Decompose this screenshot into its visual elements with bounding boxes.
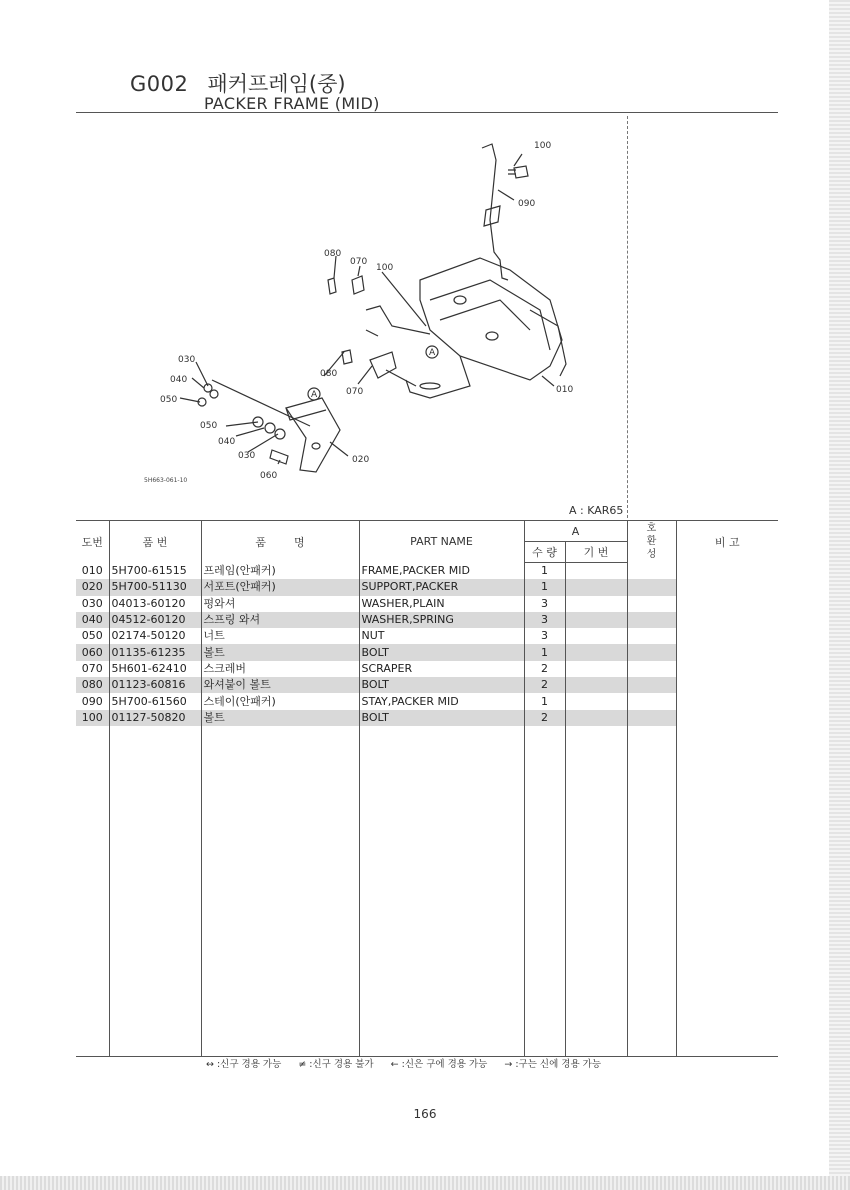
- serial-cell: [565, 579, 627, 595]
- part-name-en-cell: SCRAPER: [359, 661, 524, 677]
- header-remarks: 비 고: [676, 521, 778, 563]
- callout-080-lower: 080: [320, 369, 338, 379]
- callout-030-lower: 030: [238, 451, 256, 461]
- part-name-en-cell: STAY,PACKER MID: [359, 693, 524, 709]
- serial-cell: [565, 612, 627, 628]
- remarks-cell: [676, 596, 778, 612]
- compat-cell: [627, 596, 676, 612]
- part-name-en-cell: WASHER,PLAIN: [359, 596, 524, 612]
- part-name-ko-cell: 볼트: [201, 644, 359, 660]
- ref-no-cell: 050: [81, 629, 103, 643]
- table-row: [76, 628, 778, 644]
- part-no-cell: 04013-60120: [109, 596, 201, 612]
- remarks-cell: [676, 644, 778, 660]
- qty-cell: 2: [524, 710, 565, 726]
- part-no-cell: 5H700-61560: [109, 693, 201, 709]
- table-row: [76, 710, 778, 726]
- group-code: G002: [130, 72, 189, 96]
- remarks-cell: [676, 628, 778, 644]
- part-no-cell: 02174-50120: [109, 628, 201, 644]
- part-name-ko-cell: 너트: [201, 628, 359, 644]
- parts-table: [76, 520, 778, 1057]
- header-compat: 호 환 성: [627, 521, 676, 563]
- table-row: [76, 677, 778, 693]
- serial-cell: [565, 710, 627, 726]
- compat-cell: [627, 644, 676, 660]
- header-part-no: 품 번: [109, 521, 201, 563]
- table-row: [76, 563, 778, 580]
- ref-mark-a-left: A: [311, 390, 318, 400]
- legend-item: ↔ :신구 경용 가능: [206, 1059, 282, 1070]
- header-serial: 기 번: [565, 542, 627, 563]
- ref-no-cell: 020: [76, 579, 109, 595]
- empty-cell: [676, 726, 778, 1057]
- header-qty: 수 량: [524, 542, 565, 563]
- header-rule: [76, 112, 778, 113]
- callout-080-upper: 080: [324, 249, 342, 259]
- part-no-cell: 01127-50820: [109, 710, 201, 726]
- ref-no-cell: 040: [76, 612, 109, 628]
- ref-no-cell: 080: [76, 677, 109, 693]
- serial-cell: [565, 596, 627, 612]
- title-korean: 패커프레임(중): [207, 72, 346, 96]
- table-row: [76, 579, 778, 595]
- empty-cell: [109, 726, 201, 1057]
- callout-010: 010: [556, 385, 574, 395]
- part-no-cell: 5H700-51130: [109, 579, 201, 595]
- drawing-number: 5H663-061-10: [144, 477, 188, 484]
- part-name-ko-cell: 볼트: [201, 710, 359, 726]
- ref-no-cell: 090: [81, 694, 103, 708]
- table-row: [76, 644, 778, 660]
- part-no-cell: 5H700-61515: [109, 563, 201, 580]
- part-name-en-cell: NUT: [359, 628, 524, 644]
- ref-no-cell: 030: [81, 596, 103, 610]
- empty-cell: [524, 726, 565, 1057]
- callout-100-mid: 100: [376, 263, 394, 273]
- callout-090: 090: [518, 199, 536, 209]
- part-no-cell: 01123-60816: [109, 677, 201, 693]
- part-name-en-cell: BOLT: [359, 677, 524, 693]
- qty-cell: 1: [524, 579, 565, 595]
- compat-cell: [627, 677, 676, 693]
- serial-cell: [565, 661, 627, 677]
- table-row: [76, 612, 778, 628]
- qty-cell: 2: [524, 661, 565, 677]
- serial-cell: [565, 644, 627, 660]
- compatibility-legend: [206, 1056, 615, 1070]
- legend-item: ≠ :신구 경용 불가: [298, 1059, 374, 1070]
- page-edge-right: [829, 0, 850, 1190]
- compat-cell: [627, 612, 676, 628]
- part-name-ko-cell: 와셔붙이 볼트: [201, 677, 359, 693]
- ref-no-cell: 010: [81, 563, 103, 577]
- part-name-ko-cell: 스크레버: [201, 661, 359, 677]
- part-name-ko-cell: 서포트(안패커): [201, 579, 359, 595]
- table-row: [76, 596, 778, 612]
- ref-no-cell: 060: [76, 644, 109, 660]
- callout-030-upper: 030: [178, 355, 196, 365]
- qty-cell: 2: [524, 677, 565, 693]
- qty-cell: 1: [524, 644, 565, 660]
- exploded-parts-diagram: [130, 130, 630, 490]
- empty-cell: [76, 726, 109, 1057]
- header-part-name-en: PART NAME: [359, 521, 524, 563]
- header-ref-no: 도번: [76, 521, 109, 563]
- part-name-en-cell: SUPPORT,PACKER: [359, 579, 524, 595]
- callout-060: 060: [260, 471, 278, 481]
- part-name-en-cell: BOLT: [359, 644, 524, 660]
- page-edge-bottom: [0, 1176, 850, 1190]
- table-filler-row: [76, 726, 778, 1057]
- part-no-cell: 5H601-62410: [109, 661, 201, 677]
- model-applicability: A : KAR65: [569, 504, 624, 517]
- legend-item: → :구는 신에 경용 가능: [504, 1059, 601, 1070]
- callout-040-lower: 040: [218, 437, 236, 447]
- compat-cell: [627, 661, 676, 677]
- part-no-cell: 01135-61235: [109, 644, 201, 660]
- callout-070-upper: 070: [350, 257, 368, 267]
- ref-no-cell: 100: [76, 710, 109, 726]
- header-group-a: A: [524, 521, 627, 542]
- part-no-cell: 04512-60120: [109, 612, 201, 628]
- empty-cell: [565, 726, 627, 1057]
- empty-cell: [359, 726, 524, 1057]
- callout-070-lower: 070: [346, 387, 364, 397]
- part-name-en-cell: BOLT: [359, 710, 524, 726]
- callout-050-lower: 050: [200, 421, 218, 431]
- serial-cell: [565, 628, 627, 644]
- qty-cell: 1: [524, 563, 565, 580]
- part-name-ko-cell: 스테이(안패커): [201, 693, 359, 709]
- serial-cell: [565, 563, 627, 580]
- part-name-en-cell: WASHER,SPRING: [359, 612, 524, 628]
- qty-cell: 3: [524, 612, 565, 628]
- title-english: PACKER FRAME (MID): [204, 94, 380, 113]
- table-row: [76, 693, 778, 709]
- remarks-cell: [676, 661, 778, 677]
- legend-item: ← :신은 구에 경용 가능: [390, 1059, 488, 1070]
- serial-cell: [565, 677, 627, 693]
- compat-cell: [627, 563, 676, 580]
- empty-cell: [627, 726, 676, 1057]
- remarks-cell: [676, 579, 778, 595]
- qty-cell: 3: [524, 596, 565, 612]
- table-row: [76, 661, 778, 677]
- part-name-ko-cell: 프레임(안패커): [201, 563, 359, 580]
- qty-cell: 3: [524, 628, 565, 644]
- remarks-cell: [676, 612, 778, 628]
- compat-cell: [627, 693, 676, 709]
- empty-cell: [201, 726, 359, 1057]
- parts-rows: [76, 563, 778, 1057]
- part-name-ko-cell: 스프링 와셔: [201, 612, 359, 628]
- part-name-ko-cell: 평와셔: [201, 596, 359, 612]
- serial-cell: [565, 693, 627, 709]
- support-outline: [286, 398, 340, 472]
- compat-cell: [627, 579, 676, 595]
- callout-100-top: 100: [534, 141, 552, 151]
- compat-cell: [627, 710, 676, 726]
- callout-040-upper: 040: [170, 375, 188, 385]
- part-name-en-cell: FRAME,PACKER MID: [359, 563, 524, 580]
- remarks-cell: [676, 677, 778, 693]
- callout-050-upper: 050: [160, 395, 178, 405]
- page-number: 166: [413, 1107, 437, 1121]
- remarks-cell: [676, 693, 778, 709]
- ref-mark-a-right: A: [429, 348, 436, 358]
- ref-no-cell: 070: [81, 661, 103, 675]
- remarks-cell: [676, 563, 778, 580]
- callout-020: 020: [352, 455, 370, 465]
- qty-cell: 1: [524, 693, 565, 709]
- remarks-cell: [676, 710, 778, 726]
- header-part-name-ko: 품 명: [201, 521, 359, 563]
- compat-cell: [627, 628, 676, 644]
